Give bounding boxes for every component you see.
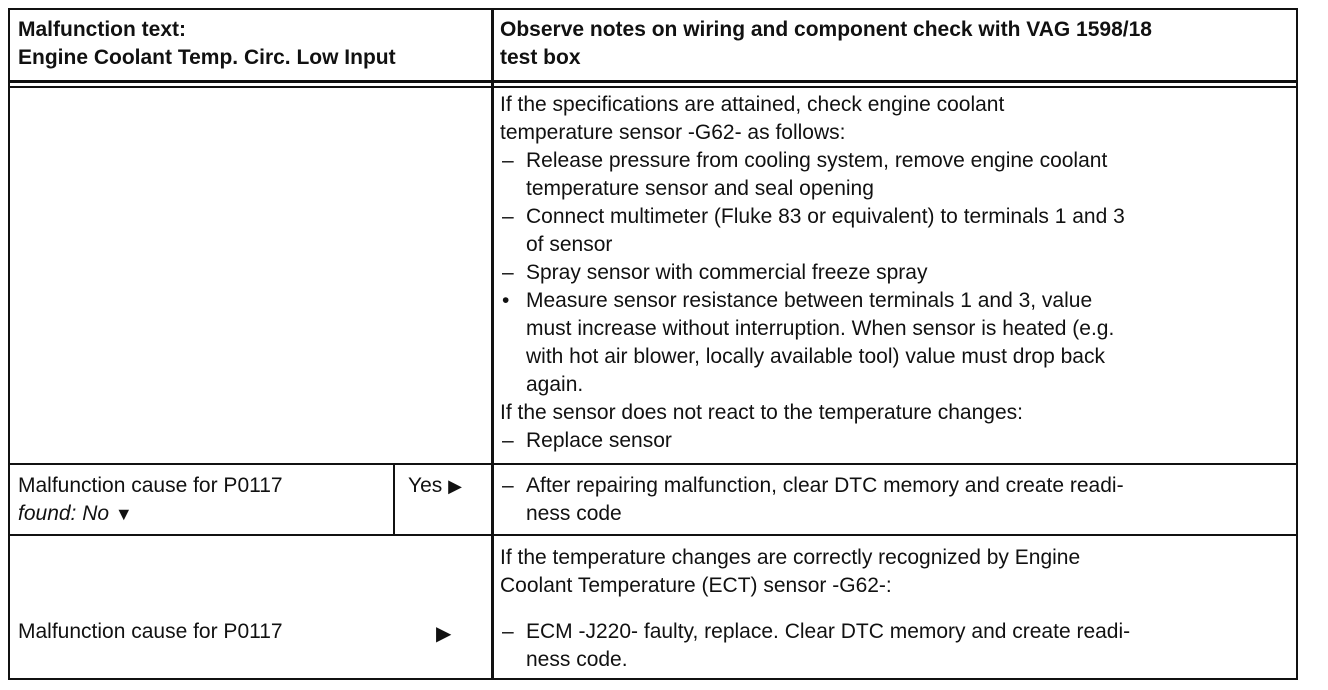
step-item xyxy=(500,203,1290,259)
dash-marker: – xyxy=(502,620,514,643)
step-text: Connect multimeter (Fluke 83 or equivalent) to terminals 1 and 3 xyxy=(526,205,1125,228)
step-text-cont: of sensor xyxy=(526,233,613,256)
step-text-cont: again. xyxy=(526,373,584,396)
column-divider xyxy=(491,8,494,680)
condition-text: If the sensor does not react to the temperature changes: xyxy=(500,401,1023,424)
action-text-cont: ness code xyxy=(526,502,622,525)
right-arrow-icon: ▶ xyxy=(448,476,462,496)
found-no-label xyxy=(18,500,133,528)
right-arrow-icon: ▶ xyxy=(436,623,452,645)
column-divider-inner xyxy=(393,464,395,535)
row-divider xyxy=(8,463,1298,465)
malfunction-cause-label: Malfunction cause for P0117 xyxy=(18,474,283,497)
step-text: Release pressure from cooling system, remove engine coolant xyxy=(526,149,1108,172)
down-arrow-icon: ▼ xyxy=(114,504,133,524)
step-item xyxy=(500,259,1290,287)
malfunction-text-value: Engine Coolant Temp. Circ. Low Input xyxy=(18,46,396,69)
intro-text-cont: temperature sensor -G62- as follows: xyxy=(500,121,846,144)
condition-text-cont: Coolant Temperature (ECT) sensor -G62-: xyxy=(500,574,892,597)
dash-marker: – xyxy=(502,149,514,172)
action-item xyxy=(500,472,1290,528)
malfunction-text-label: Malfunction text: xyxy=(18,18,186,41)
action-text-cont: ness code. xyxy=(526,648,628,671)
dash-marker: – xyxy=(502,261,514,284)
step-item xyxy=(500,427,1290,455)
bullet-marker: • xyxy=(502,289,510,312)
step-text: Measure sensor resistance between terminals 1 and 3, value xyxy=(526,289,1093,312)
step-text-cont: temperature sensor and seal opening xyxy=(526,177,874,200)
dash-marker: – xyxy=(502,205,514,228)
action-text: ECM -J220- faulty, replace. Clear DTC memory and create readi- xyxy=(526,620,1131,643)
dash-marker: – xyxy=(502,429,514,452)
yes-label: Yes xyxy=(408,474,443,497)
step-text-cont: must increase without interruption. When sensor is heated (e.g. xyxy=(526,317,1115,340)
malfunction-cause-label: Malfunction cause for P0117 xyxy=(18,620,283,643)
condition-text: If the temperature changes are correctly recognized by Engine xyxy=(500,546,1081,569)
yes-branch xyxy=(408,472,462,500)
step-text: Replace sensor xyxy=(526,429,672,452)
step-text-cont: with hot air blower, locally available tool) value must drop back xyxy=(526,345,1105,368)
step-text: Spray sensor with commercial freeze spray xyxy=(526,261,928,284)
step-item xyxy=(500,287,1290,399)
header-divider xyxy=(8,80,1298,83)
row-divider xyxy=(8,534,1298,536)
action-text: After repairing malfunction, clear DTC memory and create readi- xyxy=(526,474,1124,497)
step-item xyxy=(500,147,1290,203)
header-instructions-cont: test box xyxy=(500,46,581,69)
found-no-text: found: No xyxy=(18,502,110,525)
action-item xyxy=(500,618,1290,674)
header-instructions: Observe notes on wiring and component check with VAG 1598/18 xyxy=(500,18,1152,41)
header-divider-second xyxy=(8,86,1298,88)
intro-text: If the specifications are attained, check engine coolant xyxy=(500,93,1005,116)
dash-marker: – xyxy=(502,474,514,497)
